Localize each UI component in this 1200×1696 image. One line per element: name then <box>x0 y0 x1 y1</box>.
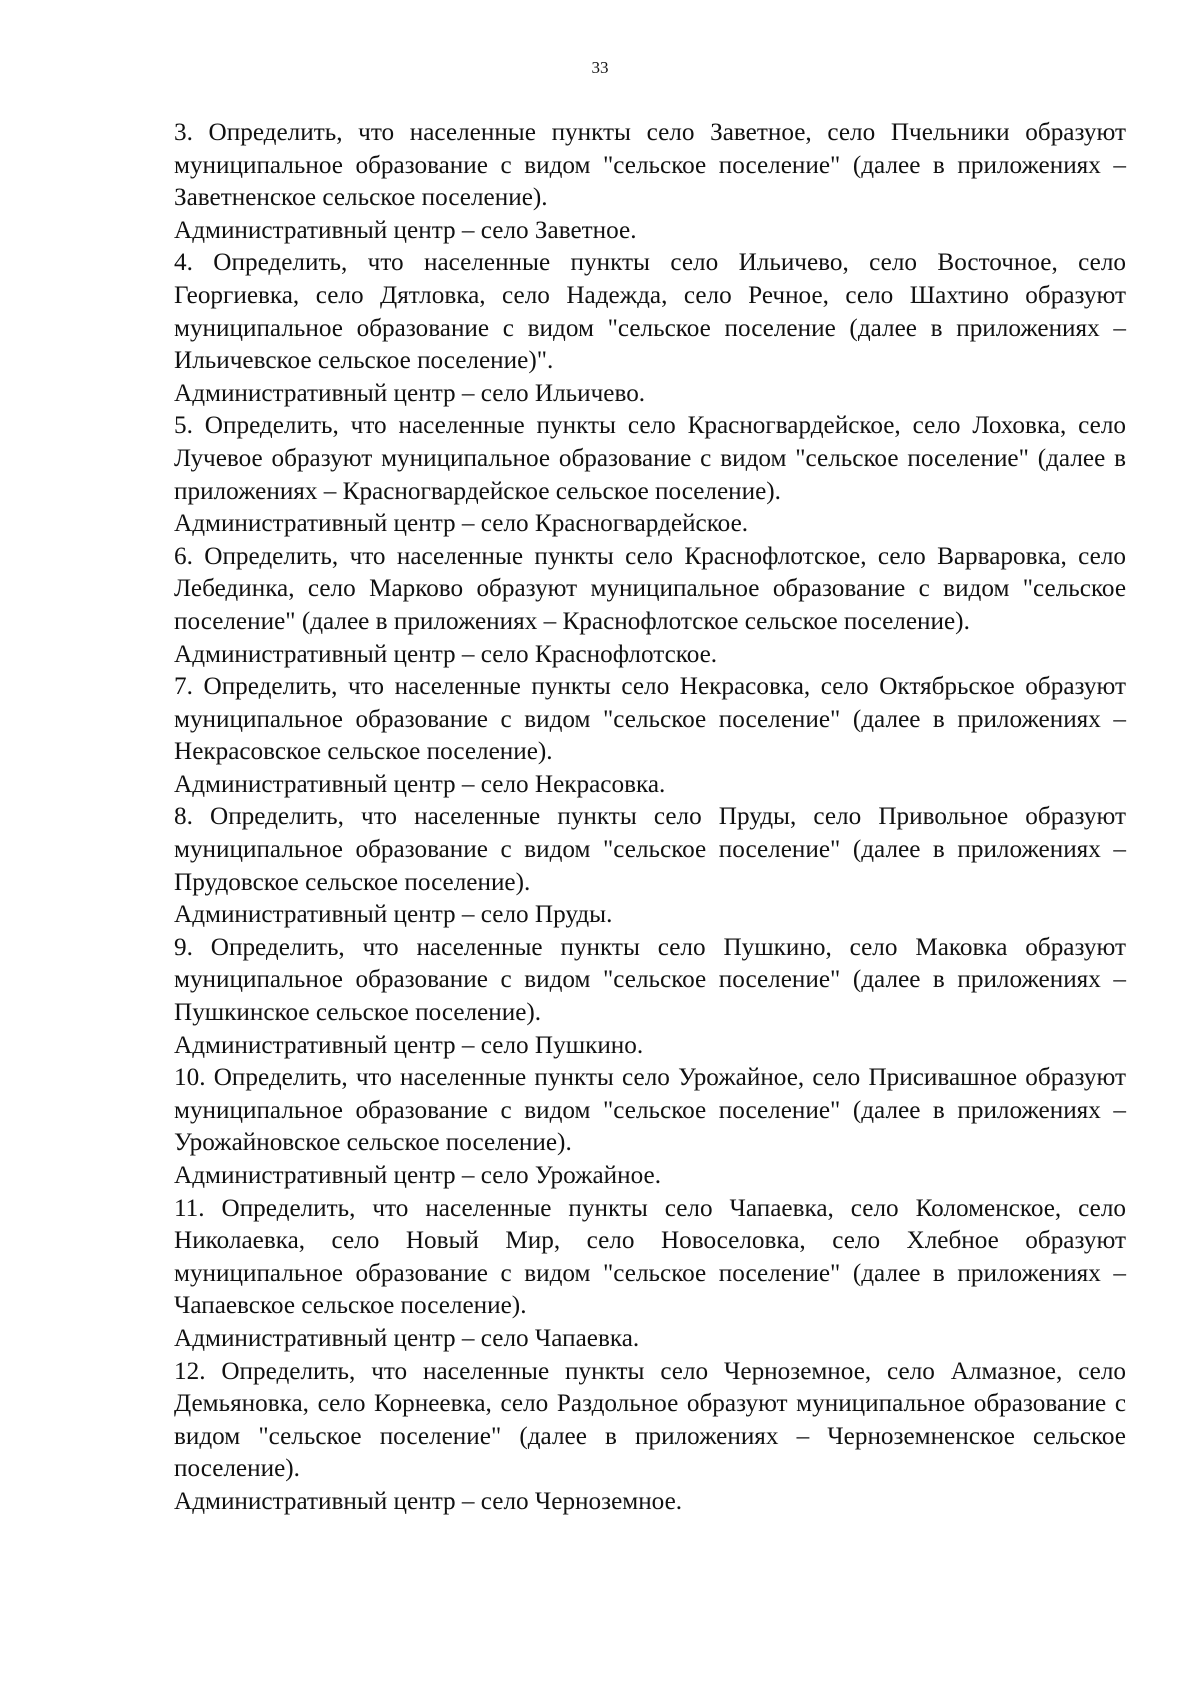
admin-center-11: Административный центр – село Чапаевка. <box>174 1324 640 1352</box>
admin-center-8: Административный центр – село Пруды. <box>174 901 613 929</box>
admin-center-3: Административный центр – село Заветное. <box>174 216 637 244</box>
paragraph-12: 12. Определить, что населенные пункты село Черноземное, село Алмазное, село Демьяновка, село Корнеевка, село Раздольное образуют муниципальное образование с видом "сельское поселение" (далее в приложениях – Черноземненское сельское поселение). <box>174 1357 1126 1483</box>
paragraph-11: 11. Определить, что населенные пункты село Чапаевка, село Коломенское, село Николаевка, село Новый Мир, село Новоселовка, село Хлебное образуют муниципальное образование с видом "сельское поселение" (далее в приложениях – Чапаевское сельское поселение). <box>174 1194 1126 1320</box>
page-number: 33 <box>591 58 609 77</box>
admin-center-4: Административный центр – село Ильичево. <box>174 379 646 407</box>
admin-center-9: Административный центр – село Пушкино. <box>174 1031 644 1059</box>
paragraph-9: 9. Определить, что населенные пункты село Пушкино, село Маковка образуют муниципальное образование с видом "сельское поселение" (далее в приложениях – Пушкинское сельское поселение). <box>174 933 1126 1027</box>
paragraph-7: 7. Определить, что населенные пункты село Некрасовка, село Октябрьское образуют муниципальное образование с видом "сельское поселение" (далее в приложениях – Некрасовское сельское поселение). <box>174 673 1126 766</box>
paragraph-5: 5. Определить, что населенные пункты село Красногвардейское, село Лоховка, село Лучевое образуют муниципальное образование с видом "сельское поселение" (далее в приложениях – Красногвардейское сельское поселение). <box>174 412 1126 505</box>
admin-center-12: Административный центр – село Черноземное. <box>174 1487 683 1515</box>
admin-center-5: Административный центр – село Красногвардейское. <box>174 510 749 538</box>
document-body <box>174 117 1126 1519</box>
paragraph-8: 8. Определить, что населенные пункты село Пруды, село Привольное образуют муниципальное образование с видом "сельское поселение" (далее в приложениях – Прудовское сельское поселение). <box>174 803 1126 896</box>
admin-center-10: Административный центр – село Урожайное. <box>174 1162 662 1189</box>
paragraph-10: 10. Определить, что населенные пункты село Урожайное, село Присивашное образуют муниципальное образование с видом "сельское поселение" (далее в приложениях – Урожайновское сельское поселение). <box>174 1064 1126 1157</box>
paragraph-3: 3. Определить, что населенные пункты село Заветное, село Пчельники образуют муниципальное образование с видом "сельское поселение" (далее в приложениях – Заветненское сельское поселение). <box>174 119 1126 212</box>
paragraph-4: 4. Определить, что населенные пункты село Ильичево, село Восточное, село Георгиевка, село Дятловка, село Надежда, село Речное, село Шахтино образуют муниципальное образование с видом "сельское поселение (далее в приложениях – Ильичевское сельское поселение)". <box>174 249 1126 375</box>
paragraph-6: 6. Определить, что населенные пункты село Краснофлотское, село Варваровка, село Лебединка, село Марково образуют муниципальное образование с видом "сельское поселение" (далее в приложениях – Краснофлотское сельское поселение). <box>174 542 1126 635</box>
admin-center-7: Административный центр – село Некрасовка. <box>174 770 666 798</box>
admin-center-6: Административный центр – село Краснофлотское. <box>174 640 718 668</box>
